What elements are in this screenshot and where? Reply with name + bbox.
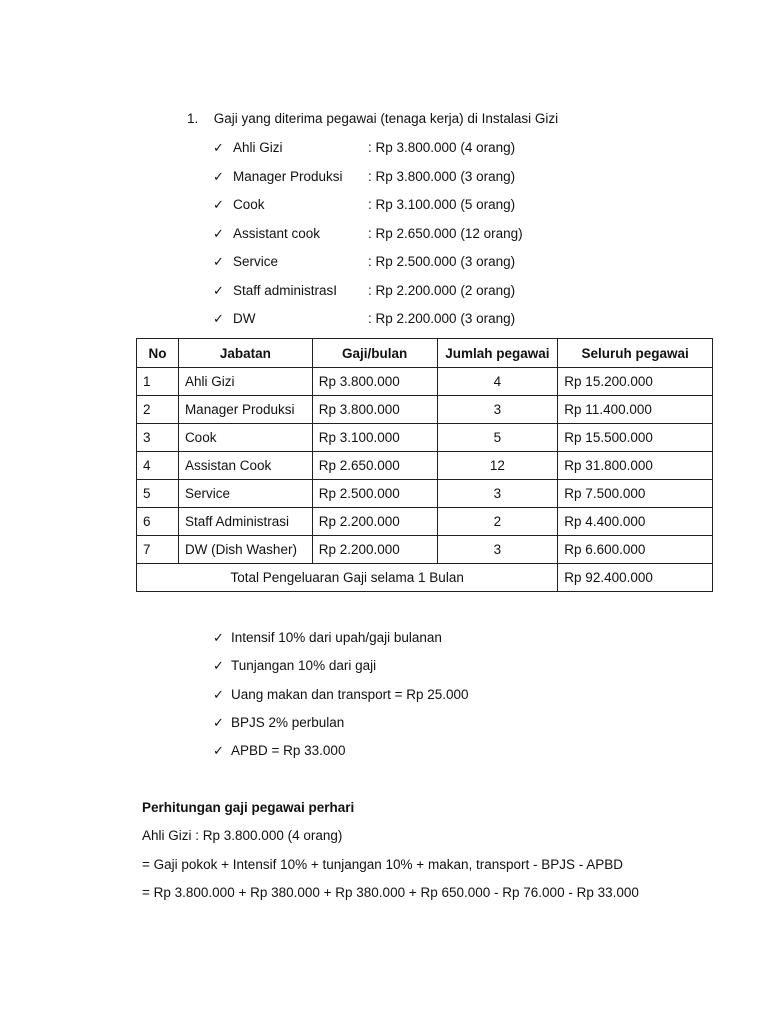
header-seluruh-pegawai: Seluruh pegawai <box>558 339 713 368</box>
checkmark-icon: ✓ <box>213 743 224 758</box>
cell-jumlah: 3 <box>437 396 558 424</box>
cell-seluruh: Rp 6.600.000 <box>558 536 713 564</box>
header-no: No <box>137 339 179 368</box>
salary-role: Service <box>233 254 279 269</box>
salary-role: Ahli Gizi <box>233 140 283 155</box>
cell-no: 1 <box>137 368 179 396</box>
cell-no: 2 <box>137 396 179 424</box>
salary-role: Manager Produksi <box>233 169 343 184</box>
salary-value: : Rp 2.200.000 (2 orang) <box>368 283 516 298</box>
salary-value: : Rp 2.650.000 (12 orang) <box>368 226 523 241</box>
benefit-item <box>213 658 376 674</box>
table-header-row <box>137 339 713 368</box>
salary-list-item <box>213 283 515 303</box>
cell-no: 4 <box>137 452 179 480</box>
table-row <box>137 424 713 452</box>
cell-jabatan: Ahli Gizi <box>178 368 312 396</box>
cell-seluruh: Rp 11.400.000 <box>558 396 713 424</box>
checkmark-icon: ✓ <box>213 630 224 645</box>
salary-value: : Rp 3.800.000 (3 orang) <box>368 169 516 184</box>
cell-jumlah: 3 <box>437 536 558 564</box>
benefit-text: APBD = Rp 33.000 <box>231 743 346 758</box>
cell-no: 6 <box>137 508 179 536</box>
cell-jabatan: Service <box>178 480 312 508</box>
cell-gaji: Rp 3.800.000 <box>312 396 437 424</box>
benefit-text: Intensif 10% dari upah/gaji bulanan <box>231 630 442 645</box>
salary-role: Assistant cook <box>233 226 321 241</box>
cell-jumlah: 12 <box>437 452 558 480</box>
cell-gaji: Rp 2.650.000 <box>312 452 437 480</box>
table-row <box>137 396 713 424</box>
table-row <box>137 536 713 564</box>
table-row <box>137 508 713 536</box>
salary-list-item <box>213 169 515 189</box>
checkmark-icon: ✓ <box>213 197 224 212</box>
salary-value: : Rp 3.800.000 (4 orang) <box>368 140 516 155</box>
table-total-row <box>137 564 713 592</box>
salary-role: Staff administrasI <box>233 283 338 298</box>
checkmark-icon: ✓ <box>213 283 224 298</box>
salary-list-item <box>213 254 515 274</box>
cell-gaji: Rp 3.100.000 <box>312 424 437 452</box>
salary-list-item <box>213 311 515 331</box>
cell-gaji: Rp 2.500.000 <box>312 480 437 508</box>
header-gaji-bulan: Gaji/bulan <box>312 339 437 368</box>
cell-seluruh: Rp 31.800.000 <box>558 452 713 480</box>
cell-jabatan: Cook <box>178 424 312 452</box>
total-value: Rp 92.400.000 <box>558 564 713 592</box>
table-row <box>137 452 713 480</box>
salary-role: DW <box>233 311 256 326</box>
benefit-item <box>213 743 345 759</box>
cell-seluruh: Rp 15.500.000 <box>558 424 713 452</box>
cell-jabatan: Staff Administrasi <box>178 508 312 536</box>
benefit-item <box>213 630 442 646</box>
benefit-item <box>213 687 469 703</box>
benefit-text: Uang makan dan transport = Rp 25.000 <box>231 687 469 702</box>
cell-gaji: Rp 3.800.000 <box>312 368 437 396</box>
table-row <box>137 368 713 396</box>
cell-jabatan: DW (Dish Washer) <box>178 536 312 564</box>
checkmark-icon: ✓ <box>213 254 224 269</box>
cell-seluruh: Rp 7.500.000 <box>558 480 713 508</box>
cell-gaji: Rp 2.200.000 <box>312 508 437 536</box>
salary-list-item <box>213 226 523 246</box>
table-row <box>137 480 713 508</box>
checkmark-icon: ✓ <box>213 311 224 326</box>
salary-list-item <box>213 197 515 217</box>
salary-value: : Rp 2.500.000 (3 orang) <box>368 254 516 269</box>
cell-seluruh: Rp 15.200.000 <box>558 368 713 396</box>
header-jabatan: Jabatan <box>178 339 312 368</box>
cell-no: 3 <box>137 424 179 452</box>
cell-seluruh: Rp 4.400.000 <box>558 508 713 536</box>
cell-jabatan: Manager Produksi <box>178 396 312 424</box>
cell-jumlah: 4 <box>437 368 558 396</box>
cell-jumlah: 5 <box>437 424 558 452</box>
checkmark-icon: ✓ <box>213 715 224 730</box>
salary-role: Cook <box>233 197 265 212</box>
cell-gaji: Rp 2.200.000 <box>312 536 437 564</box>
total-label: Total Pengeluaran Gaji selama 1 Bulan <box>137 564 558 592</box>
checkmark-icon: ✓ <box>213 169 224 184</box>
benefit-text: Tunjangan 10% dari gaji <box>231 658 377 673</box>
cell-jumlah: 2 <box>437 508 558 536</box>
calculation-line: Ahli Gizi : Rp 3.800.000 (4 orang) <box>142 828 343 843</box>
calculation-line: = Gaji pokok + Intensif 10% + tunjangan 10% + makan, transport - BPJS - APBD <box>142 857 624 872</box>
cell-no: 5 <box>137 480 179 508</box>
section-heading <box>187 111 558 126</box>
checkmark-icon: ✓ <box>213 226 224 241</box>
salary-value: : Rp 3.100.000 (5 orang) <box>368 197 516 212</box>
salary-value: : Rp 2.200.000 (3 orang) <box>368 311 516 326</box>
heading-number: 1. <box>187 111 199 126</box>
cell-no: 7 <box>137 536 179 564</box>
benefit-text: BPJS 2% perbulan <box>231 715 345 730</box>
benefit-item <box>213 715 344 731</box>
checkmark-icon: ✓ <box>213 140 224 155</box>
calculation-title: Perhitungan gaji pegawai perhari <box>142 800 355 815</box>
cell-jumlah: 3 <box>437 480 558 508</box>
heading-text: Gaji yang diterima pegawai (tenaga kerja) di Instalasi Gizi <box>213 111 559 126</box>
header-jumlah-pegawai: Jumlah pegawai <box>437 339 558 368</box>
salary-table <box>136 338 713 592</box>
cell-jabatan: Assistan Cook <box>178 452 312 480</box>
calculation-line: = Rp 3.800.000 + Rp 380.000 + Rp 380.000 + Rp 650.000 - Rp 76.000 - Rp 33.000 <box>142 885 639 900</box>
salary-list-item <box>213 140 515 160</box>
checkmark-icon: ✓ <box>213 687 224 702</box>
checkmark-icon: ✓ <box>213 658 224 673</box>
